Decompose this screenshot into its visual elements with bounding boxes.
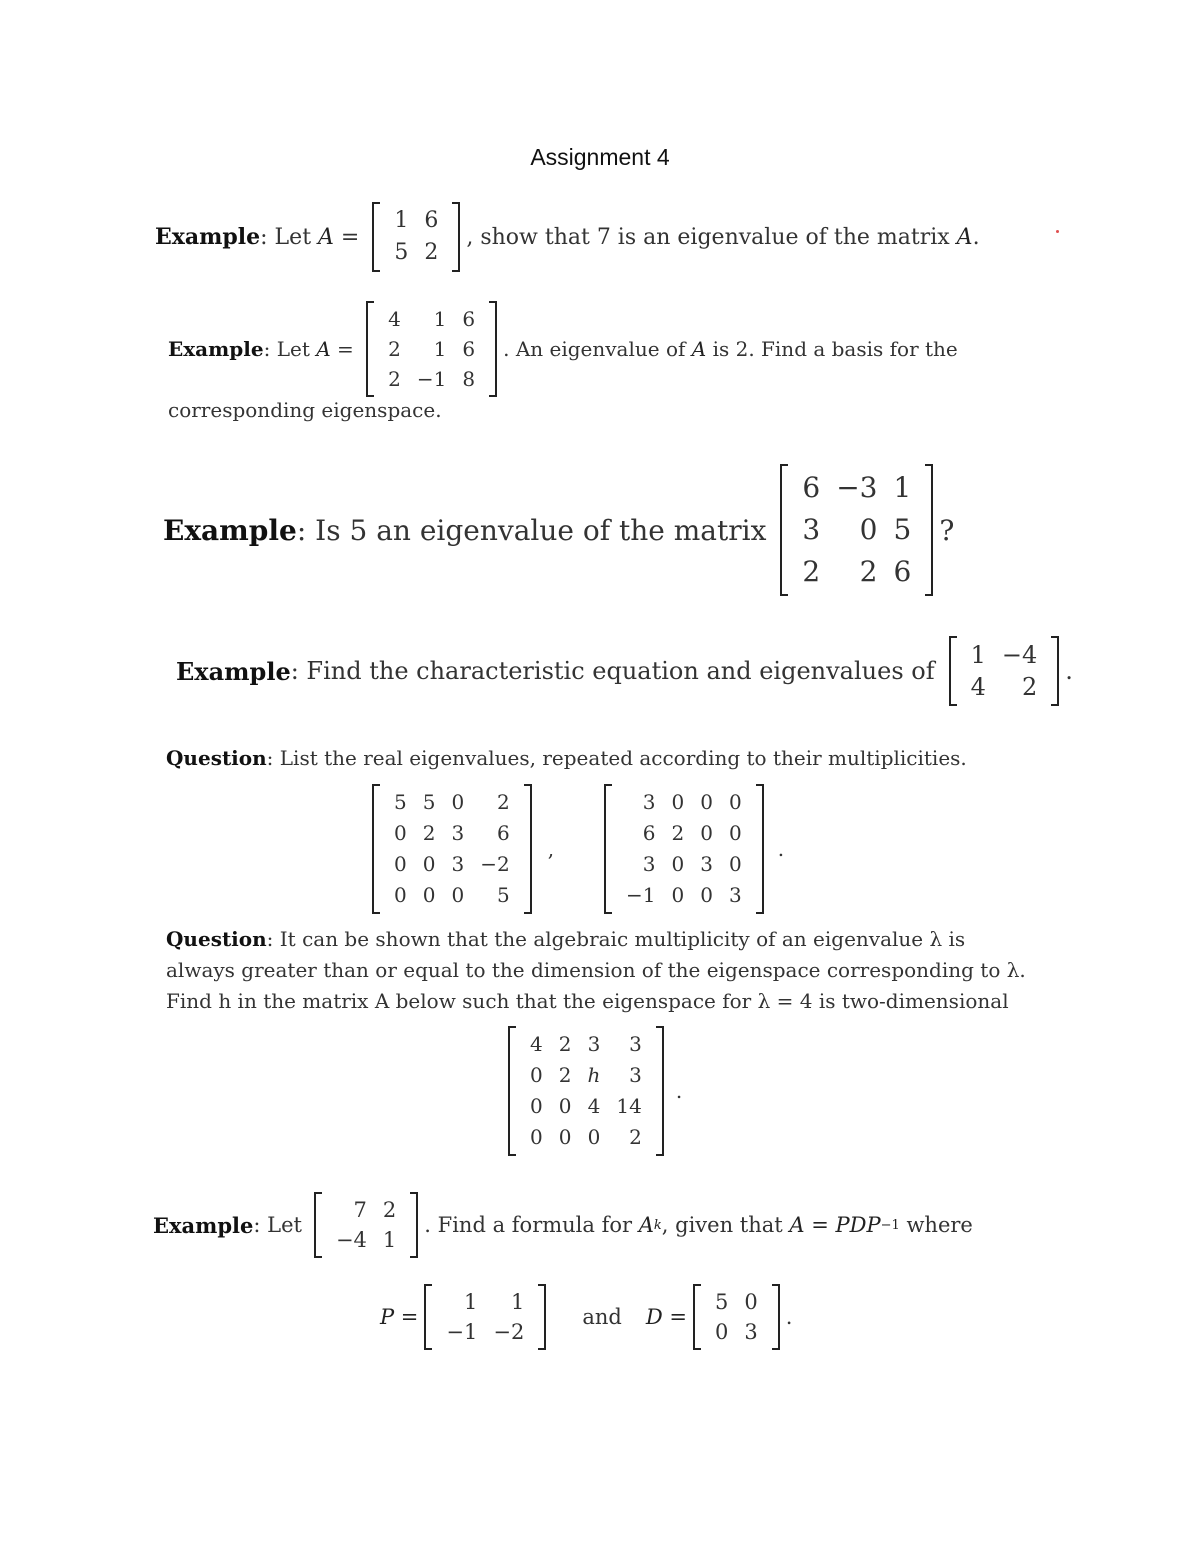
- example-label: Example: [155, 224, 261, 250]
- matrix-cell: 5: [893, 513, 912, 546]
- matrix-cell: 0: [451, 790, 465, 814]
- matrix-cell: 2: [558, 1032, 572, 1056]
- matrix-cell: 0: [671, 883, 685, 907]
- example-1: Example : Let A = 1 6 5 2 , show that 7 is an eigenvalue of the matrix A .: [155, 202, 980, 272]
- matrix-cell: 0: [744, 1290, 758, 1314]
- matrix-cell: 3: [642, 790, 656, 814]
- matrix-cell: 1: [970, 641, 986, 669]
- matrix-cell: 3: [700, 852, 713, 876]
- example-5-pd: P = 1 1 −1 −2 and D = 5 0 0 3 .: [380, 1284, 792, 1350]
- p-label: P =: [380, 1305, 419, 1329]
- matrix-cell: 1: [382, 1228, 397, 1252]
- example-4: Example : Find the characteristic equation and eigenvalues of 1 −4 4 2 .: [176, 636, 1073, 706]
- matrix-cell: 2: [859, 555, 878, 588]
- matrix: [508, 1026, 664, 1156]
- example-label: Example: [168, 337, 264, 361]
- matrix-cell: 5: [394, 240, 409, 265]
- var-a: A: [318, 224, 334, 250]
- matrix-cell: 4: [970, 673, 986, 701]
- matrix-cell: 2: [558, 1063, 572, 1087]
- matrix-cell: 2: [1022, 673, 1038, 701]
- matrix-cell: 5: [394, 790, 407, 814]
- example-2: Example : Let A = 4 1 6 2 1 6 2 −1 8 . An eigenvalue of A is 2. Find a basis for the: [168, 303, 958, 395]
- matrix-cell: 6: [642, 821, 656, 845]
- matrix-cell: 7: [353, 1198, 367, 1222]
- question-label: Question: [166, 927, 267, 951]
- matrix-cell: 0: [422, 852, 436, 876]
- matrix-cell: 2: [802, 555, 821, 588]
- question-2: Question: It can be shown that the algebraic multiplicity of an eigenvalue λ is always greater than or equal to the dimension of the eigenspace corresponding to λ. Find h in the matrix A below such that the eigenspace for λ = 4 is two-dimensional: [166, 927, 1026, 1013]
- matrix-cell: −2: [480, 852, 510, 876]
- matrix-cell: 3: [451, 852, 465, 876]
- matrix-cell: 2: [671, 821, 685, 845]
- matrix-cell: 0: [700, 790, 713, 814]
- example-label: Example: [163, 513, 297, 547]
- example-text: : Let: [260, 224, 319, 250]
- question-1: Question : List the real eigenvalues, repeated according to their multiplicities.: [166, 746, 967, 770]
- matrix-cell: 0: [530, 1063, 543, 1087]
- matrix-cell: 1: [893, 471, 912, 504]
- matrix-cell: −1: [416, 367, 447, 391]
- matrix-cell: 2: [422, 821, 436, 845]
- matrix-a: [372, 202, 460, 272]
- var-a: A: [316, 337, 331, 361]
- matrix-cell: 6: [462, 337, 476, 361]
- matrix-cell: 3: [629, 1063, 642, 1087]
- matrix-cell: 2: [382, 1198, 397, 1222]
- matrix-cell: −1: [446, 1320, 478, 1344]
- matrix-cell: −3: [836, 471, 878, 504]
- example-2-continuation: corresponding eigenspace.: [168, 398, 442, 422]
- matrix-cell: 0: [714, 1320, 729, 1344]
- matrix-cell: 2: [388, 367, 401, 391]
- matrix-cell: −4: [1001, 641, 1038, 669]
- matrix-cell: 0: [700, 883, 713, 907]
- matrix: [949, 636, 1060, 706]
- matrix: [314, 1192, 418, 1258]
- matrix-cell: 14: [616, 1094, 642, 1118]
- matrix-cell: 2: [496, 790, 510, 814]
- matrix-cell: 6: [802, 471, 821, 504]
- matrix-cell: 1: [433, 337, 447, 361]
- matrix-cell: 3: [642, 852, 656, 876]
- matrix-cell: 6: [893, 555, 912, 588]
- matrix-cell: 0: [671, 852, 685, 876]
- matrix-cell: 0: [729, 852, 742, 876]
- d-label: D =: [645, 1305, 687, 1329]
- matrix-cell: 1: [433, 307, 447, 331]
- question-2-matrix: 4 2 3 3 0 2 h 3 0 0 4 14 0 0 0 2 .: [502, 1030, 682, 1152]
- matrix-cell: 6: [462, 307, 476, 331]
- matrix-cell: 0: [558, 1094, 572, 1118]
- matrix-cell: −1: [626, 883, 656, 907]
- matrix-cell: 0: [671, 790, 685, 814]
- matrix-cell: h: [587, 1063, 601, 1087]
- matrix-1: [372, 784, 532, 914]
- matrix-cell: 2: [424, 240, 439, 265]
- example-text: , show that 7 is an eigenvalue of the matrix: [466, 224, 957, 250]
- example-label: Example: [153, 1212, 254, 1238]
- matrix-cell: 0: [530, 1094, 543, 1118]
- var-a: A: [956, 224, 973, 250]
- matrix-cell: 8: [462, 367, 476, 391]
- matrix-cell: −2: [493, 1320, 525, 1344]
- matrix-cell: 2: [629, 1125, 642, 1149]
- matrix-cell: 1: [394, 208, 409, 233]
- matrix-cell: −4: [335, 1228, 367, 1252]
- matrix-cell: 3: [802, 513, 821, 546]
- matrix-cell: 0: [422, 883, 436, 907]
- matrix-cell: 3: [744, 1320, 758, 1344]
- matrix-cell: 6: [424, 208, 439, 233]
- matrix-cell: 1: [510, 1290, 525, 1314]
- matrix-cell: 0: [394, 821, 407, 845]
- matrix-cell: 0: [587, 1125, 601, 1149]
- matrix-d: [693, 1284, 780, 1350]
- matrix: [780, 464, 933, 596]
- example-3: Example : Is 5 an eigenvalue of the matrix 6 −3 1 3 0 5 2 2 6 ?: [163, 470, 954, 590]
- matrix-cell: 0: [729, 821, 742, 845]
- matrix-cell: 4: [587, 1094, 601, 1118]
- matrix-2: [604, 784, 764, 914]
- matrix-cell: 0: [558, 1125, 572, 1149]
- matrix-cell: 3: [451, 821, 465, 845]
- matrix-cell: 0: [859, 513, 878, 546]
- matrix-cell: 5: [496, 883, 510, 907]
- stray-mark: [1056, 230, 1059, 233]
- matrix-cell: 1: [464, 1290, 478, 1314]
- matrix-a: [366, 301, 497, 397]
- matrix-cell: 3: [587, 1032, 601, 1056]
- matrix-cell: 4: [388, 307, 401, 331]
- matrix-cell: 0: [394, 852, 407, 876]
- equals: =: [333, 224, 367, 250]
- question-1-matrices: 5 5 0 2 0 2 3 6 0 0 3 −2 0 0 0 5 , 3 0 0 0 6 2 0 0 3 0 3 0 −1 0 0 3 .: [366, 788, 784, 910]
- example-5: Example : Let 7 2 −4 1 . Find a formula for A k , given that A = PDP −1 where: [153, 1192, 973, 1258]
- matrix-cell: 2: [388, 337, 401, 361]
- matrix-cell: 0: [530, 1125, 543, 1149]
- page-title: Assignment 4: [530, 144, 670, 170]
- matrix-cell: 5: [714, 1290, 729, 1314]
- matrix-cell: 6: [496, 821, 510, 845]
- example-label: Example: [176, 656, 291, 686]
- matrix-cell: 0: [451, 883, 465, 907]
- matrix-p: [424, 1284, 546, 1350]
- matrix-cell: 5: [422, 790, 436, 814]
- matrix-cell: 3: [729, 883, 742, 907]
- question-label: Question: [166, 746, 267, 770]
- matrix-cell: 0: [700, 821, 713, 845]
- matrix-cell: 0: [729, 790, 742, 814]
- matrix-cell: 4: [530, 1032, 543, 1056]
- matrix-cell: 0: [394, 883, 407, 907]
- matrix-cell: 3: [629, 1032, 642, 1056]
